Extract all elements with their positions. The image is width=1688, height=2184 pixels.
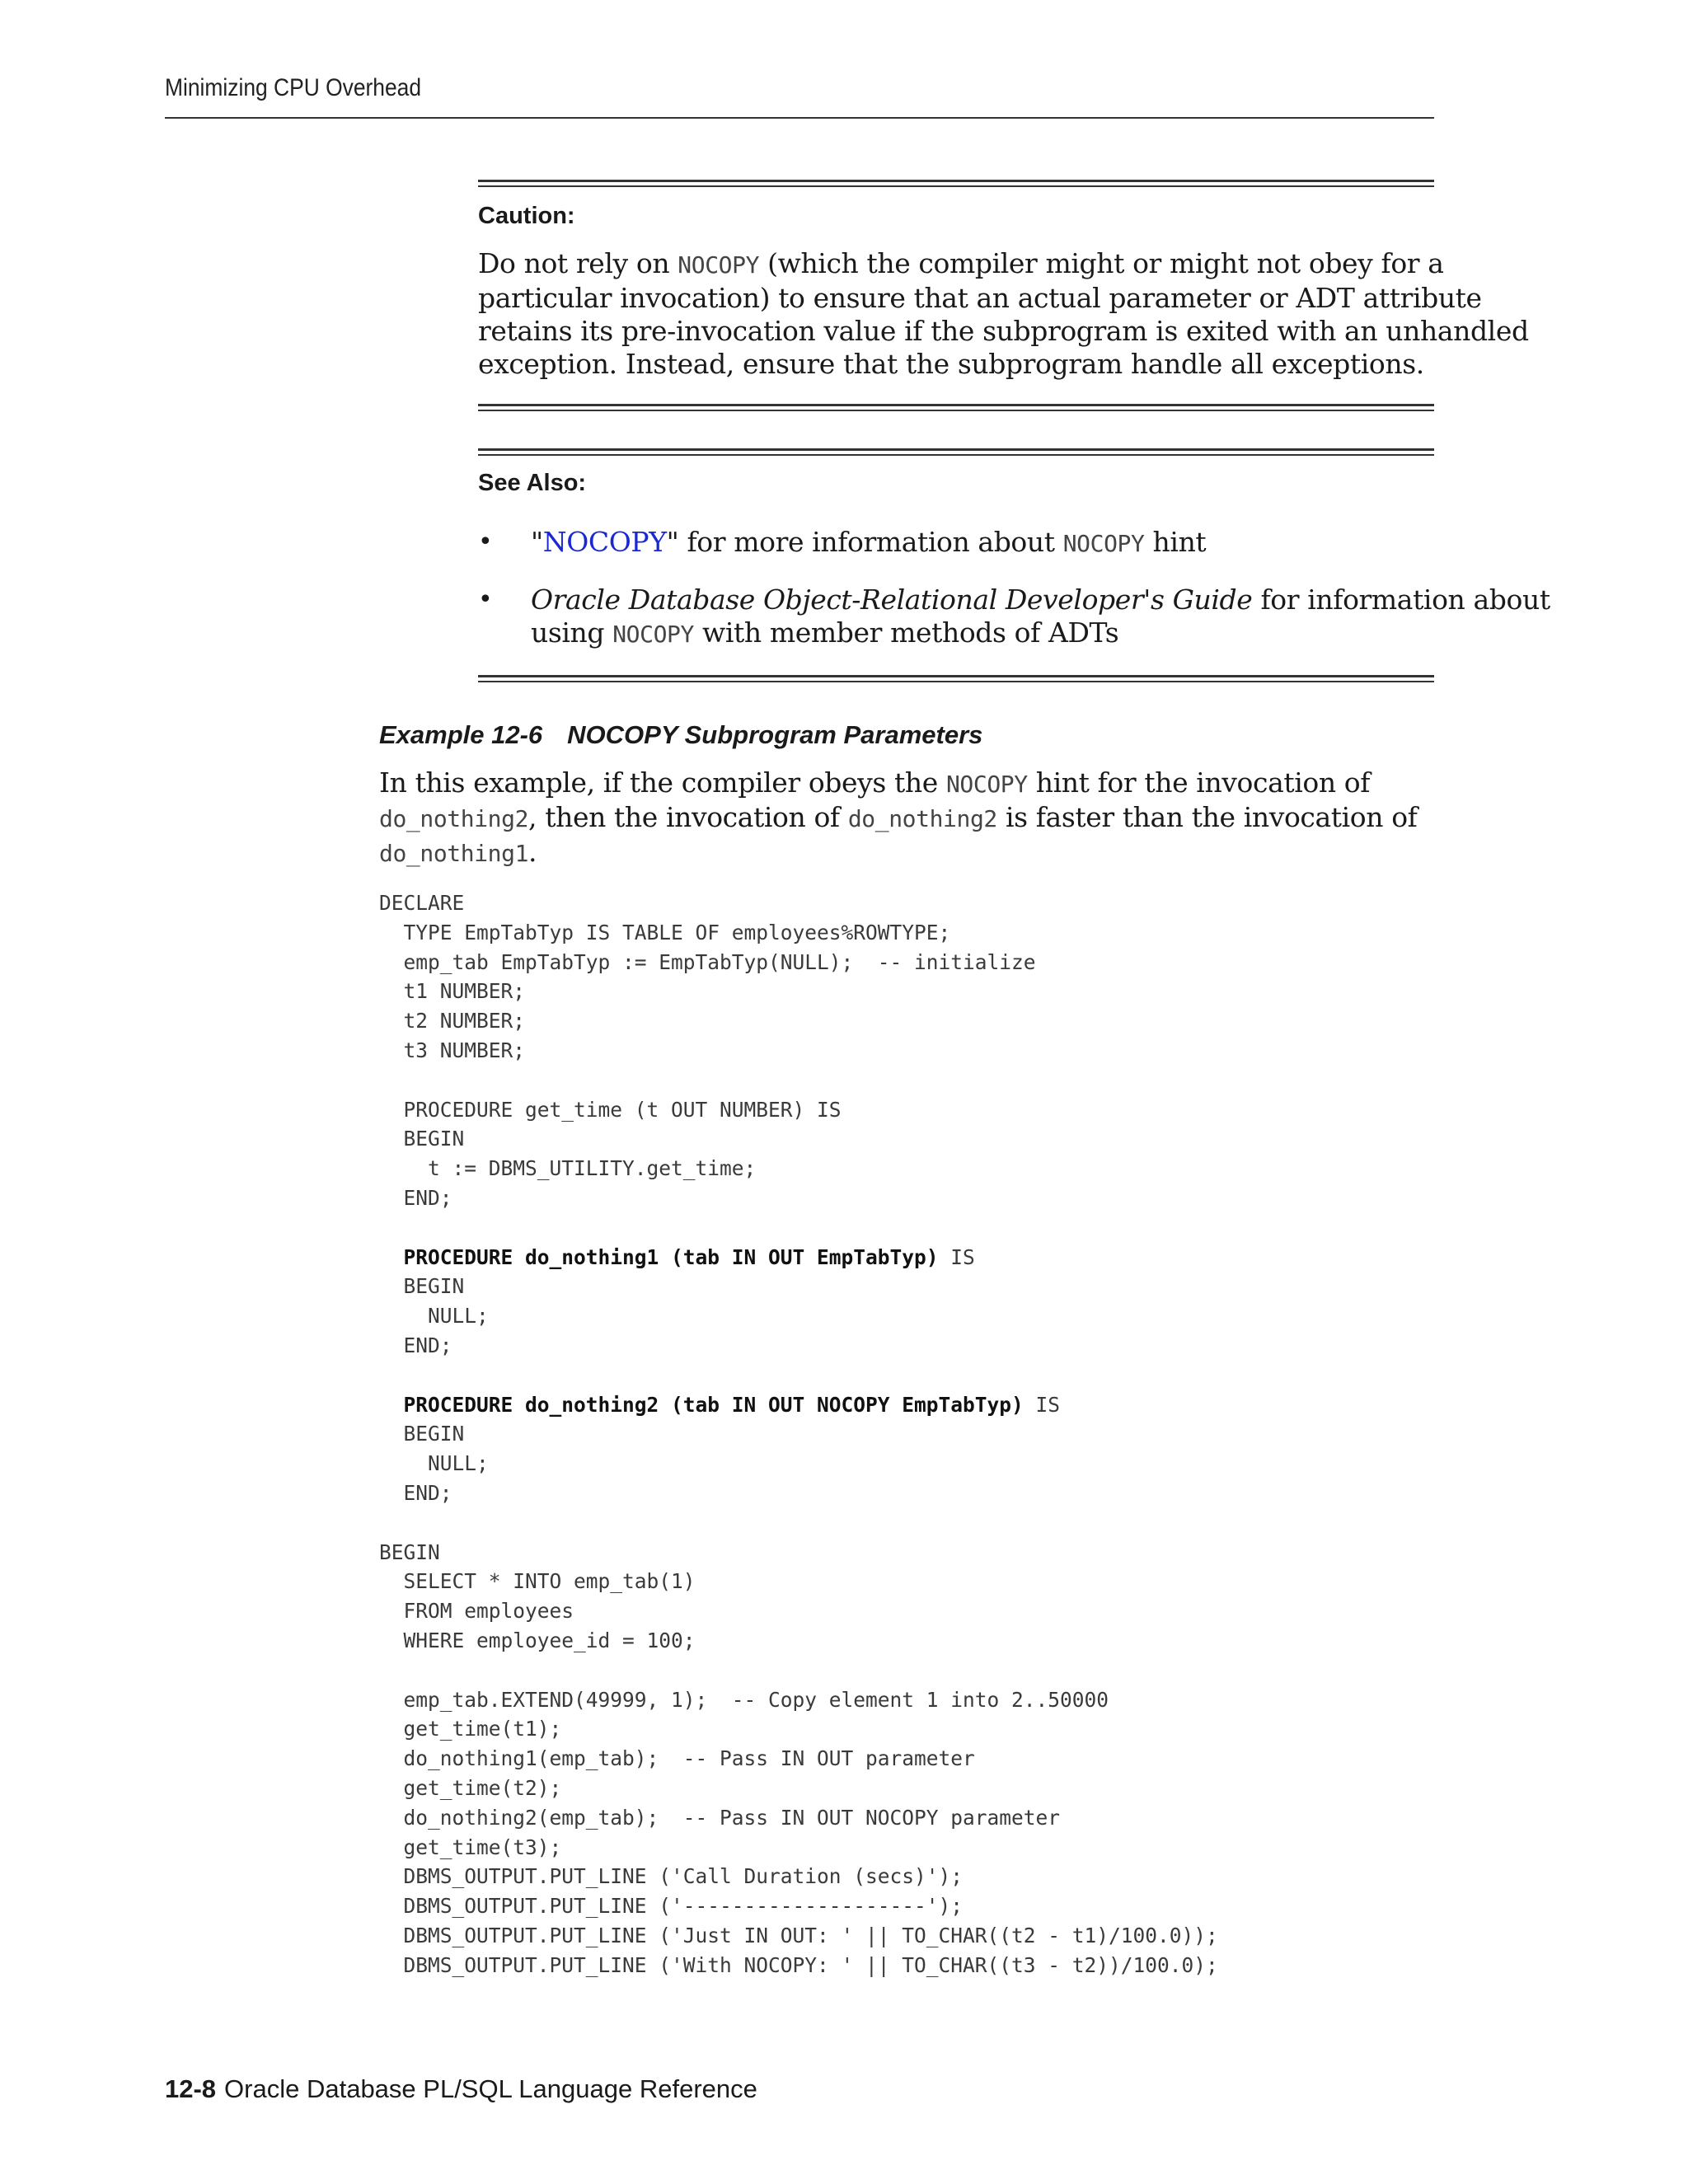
code-line: END; xyxy=(379,1185,452,1210)
caution-line-2: particular invocation) to ensure that an actual parameter or ADT attribute xyxy=(478,282,1482,314)
code-line: NULL; xyxy=(379,1451,489,1476)
code-blank-line xyxy=(379,1361,1218,1390)
example-title xyxy=(379,720,982,750)
code-line: t := DBMS_UTILITY.get_time; xyxy=(379,1156,757,1181)
caution-title: Caution: xyxy=(478,203,575,229)
code-line: FROM employees xyxy=(379,1599,574,1624)
code-line: END; xyxy=(379,1333,452,1357)
code-line: SELECT * INTO emp_tab(1) xyxy=(379,1569,696,1594)
code-line: BEGIN xyxy=(379,1540,440,1564)
code-line: do_nothing1(emp_tab); -- Pass IN OUT parameter xyxy=(379,1746,975,1771)
header-rule xyxy=(165,117,1434,119)
code-line: NULL; xyxy=(379,1304,489,1329)
example-name: NOCOPY Subprogram Parameters xyxy=(567,720,983,749)
code-line: DBMS_OUTPUT.PUT_LINE ('Just IN OUT: ' || TO_CHAR((t2 - t1)/100.0)); xyxy=(379,1923,1218,1947)
code-block xyxy=(379,888,1218,1980)
code-line: BEGIN xyxy=(379,1422,465,1446)
code-line: DBMS_OUTPUT.PUT_LINE ('Call Duration (secs)'); xyxy=(379,1864,964,1889)
see-also-title: See Also: xyxy=(478,470,587,496)
caution-body xyxy=(478,247,1529,381)
caution-line-1: Do not rely on NOCOPY (which the compiler might or might not obey for a xyxy=(478,247,1444,279)
code-line: emp_tab EmpTabTyp := EmpTabTyp(NULL); -- initialize xyxy=(379,949,1036,974)
code-line: BEGIN xyxy=(379,1127,465,1151)
code-line: emp_tab.EXTEND(49999, 1); -- Copy element 1 into 2..50000 xyxy=(379,1687,1109,1712)
code-line: END; xyxy=(379,1480,452,1505)
example-label: Example 12-6 xyxy=(379,720,543,749)
code-line: t2 NUMBER; xyxy=(379,1009,526,1033)
bullet-icon: • xyxy=(478,585,493,614)
caution-line-4: exception. Instead, ensure that the subprogram handle all exceptions. xyxy=(478,348,1424,380)
code-blank-line xyxy=(379,1213,1218,1243)
code-line: get_time(t2); xyxy=(379,1775,562,1800)
seealso-bottom-rule xyxy=(478,675,1434,682)
code-line: get_time(t1); xyxy=(379,1717,562,1741)
example-intro: In this example, if the compiler obeys the NOCOPY hint for the invocation of do_nothing2, then the invocation of do_nothing2 is faster than the invocation of do_nothing1. xyxy=(379,766,1418,868)
caution-top-rule xyxy=(478,180,1434,187)
running-header: Minimizing CPU Overhead xyxy=(165,74,422,101)
code-line: TYPE EmpTabTyp IS TABLE OF employees%ROWTYPE; xyxy=(379,920,951,944)
code-line: PROCEDURE do_nothing2 (tab IN OUT NOCOPY EmpTabTyp) IS xyxy=(379,1392,1061,1417)
caution-bottom-rule xyxy=(478,404,1434,411)
code-blank-line xyxy=(379,1066,1218,1095)
bullet-icon: • xyxy=(478,527,493,556)
code-line: DBMS_OUTPUT.PUT_LINE ('With NOCOPY: ' || TO_CHAR((t3 - t2))/100.0); xyxy=(379,1952,1218,1977)
code-line: do_nothing2(emp_tab); -- Pass IN OUT NOCOPY parameter xyxy=(379,1805,1061,1830)
code-line: t1 NUMBER; xyxy=(379,979,526,1004)
code-line: WHERE employee_id = 100; xyxy=(379,1628,696,1652)
page-number: 12-8 xyxy=(165,2074,217,2103)
code-line: BEGIN xyxy=(379,1274,465,1299)
seealso-top-rule xyxy=(478,448,1434,456)
code-line: PROCEDURE get_time (t OUT NUMBER) IS xyxy=(379,1097,842,1122)
code-line: get_time(t3); xyxy=(379,1835,562,1859)
nocopy-link[interactable]: NOCOPY xyxy=(542,526,667,558)
guide-title: Oracle Database Object-Relational Developer's Guide xyxy=(531,583,1253,616)
code-blank-line xyxy=(379,1656,1218,1685)
book-title: Oracle Database PL/SQL Language Reference xyxy=(224,2074,757,2103)
code-blank-line xyxy=(379,1508,1218,1538)
code-line: PROCEDURE do_nothing1 (tab IN OUT EmpTabTyp) IS xyxy=(379,1244,975,1269)
caution-line-3: retains its pre-invocation value if the subprogram is exited with an unhandled xyxy=(478,315,1529,347)
code-line: DBMS_OUTPUT.PUT_LINE ('--------------------'); xyxy=(379,1894,964,1919)
nocopy-code: NOCOPY xyxy=(678,251,760,279)
code-line: t3 NUMBER; xyxy=(379,1038,526,1062)
page-footer xyxy=(165,2074,757,2104)
code-line: DECLARE xyxy=(379,891,465,915)
